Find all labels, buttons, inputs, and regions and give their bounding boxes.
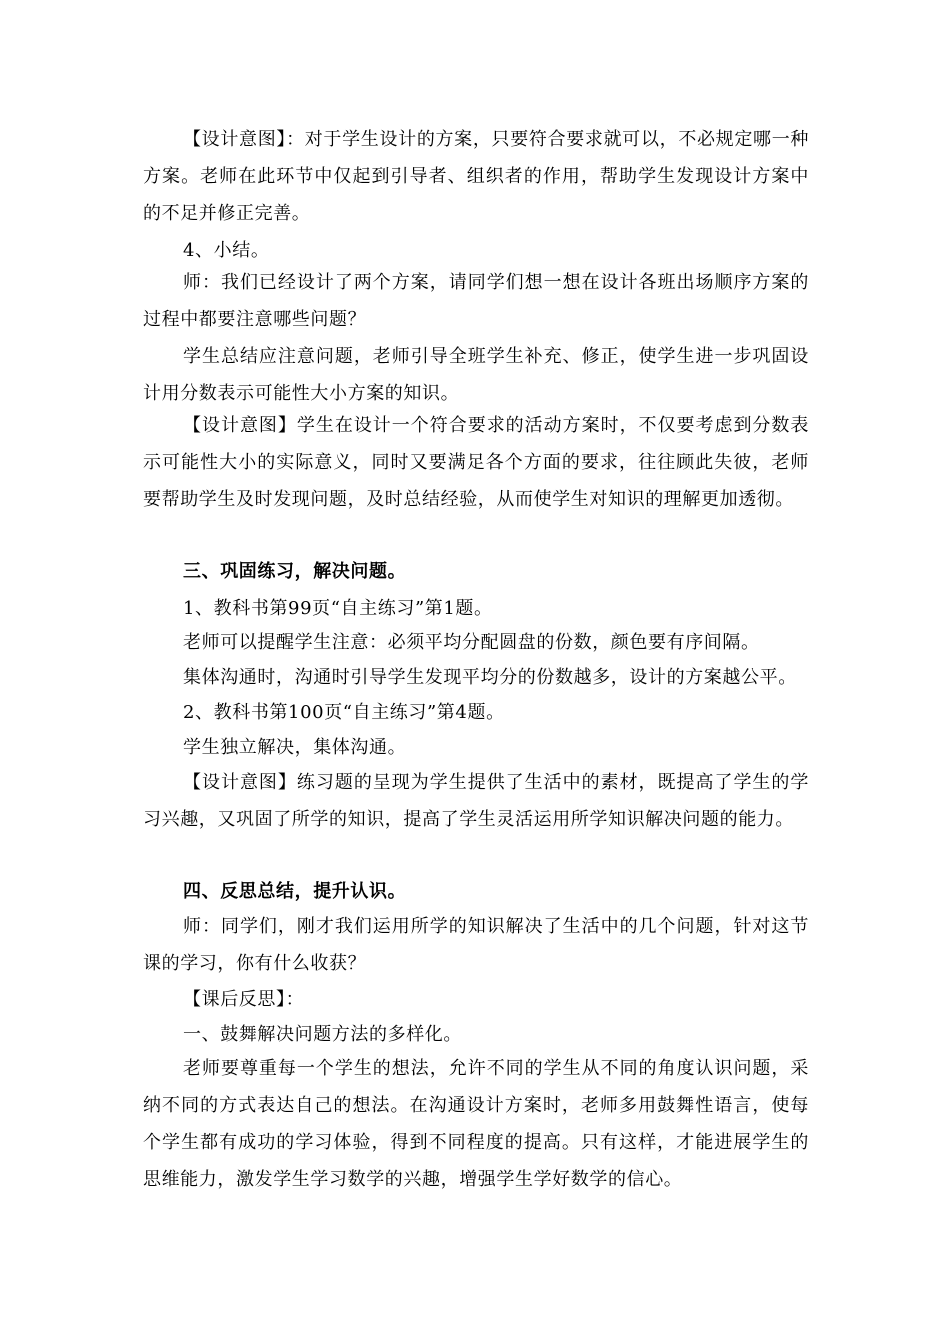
section-heading-reflection: 四、反思总结，提升认识。: [183, 881, 407, 902]
summary-heading: 4、小结。: [183, 240, 270, 261]
after-class-reflection-label: 【课后反思】：: [183, 989, 305, 1010]
design-intent-paragraph: 【设计意图】练习题的呈现为学生提供了生活中的素材，既提高了学生的学习兴趣，又巩固了所学的知识，提高了学生灵活运用所学知识解决问题的能力。: [143, 772, 809, 830]
design-intent-paragraph: 【设计意图】：对于学生设计的方案，只要符合要求就可以，不必规定哪一种方案。老师在此环节中仅起到引导者、组织者的作用，帮助学生发现设计方案中的不足并修正完善。: [143, 129, 809, 224]
section-heading-practice: 三、巩固练习，解决问题。: [183, 561, 407, 582]
communication-paragraph: 集体沟通时，沟通时引导学生发现平均分的份数越多，设计的方案越公平。: [183, 667, 797, 688]
teacher-closing-paragraph: 师：同学们，刚才我们运用所学的知识解决了生活中的几个问题，针对这节课的学习，你有什么收获？: [143, 916, 809, 974]
reflection-paragraph: 老师要尊重每一个学生的想法，允许不同的学生从不同的角度认识问题，采纳不同的方式表达自己的想法。在沟通设计方案时，老师多用鼓舞性语言，使每个学生都有成功的学习体验，得到不同程度的提高。只有这样，才能进展学生的思维能力，激发学生学习数学的兴趣，增强学生学好数学的信心。: [143, 1058, 809, 1190]
student-summary-paragraph: 学生总结应注意问题，老师引导全班学生补充、修正，使学生进一步巩固设计用分数表示可能性大小方案的知识。: [143, 346, 809, 404]
teacher-note-paragraph: 老师可以提醒学生注意：必须平均分配圆盘的份数，颜色要有序间隔。: [183, 632, 760, 653]
reflection-point-heading: 一、鼓舞解决问题方法的多样化。: [183, 1024, 462, 1045]
exercise-item: 1、教科书第99页“自主练习”第1题。: [183, 598, 493, 619]
design-intent-paragraph: 【设计意图】学生在设计一个符合要求的活动方案时，不仅要考虑到分数表示可能性大小的实际意义，同时又要满足各个方面的要求，往往顾此失彼，老师要帮助学生及时发现问题，及时总结经验，从而使学生对知识的理解更加透彻。: [143, 415, 809, 510]
teacher-question-paragraph: 师：我们已经设计了两个方案，请同学们想一想在设计各班出场顺序方案的过程中都要注意哪些问题？: [143, 272, 809, 330]
student-solve-paragraph: 学生独立解决，集体沟通。: [183, 737, 407, 758]
exercise-item: 2、教科书第100页“自主练习”第4题。: [183, 702, 505, 723]
